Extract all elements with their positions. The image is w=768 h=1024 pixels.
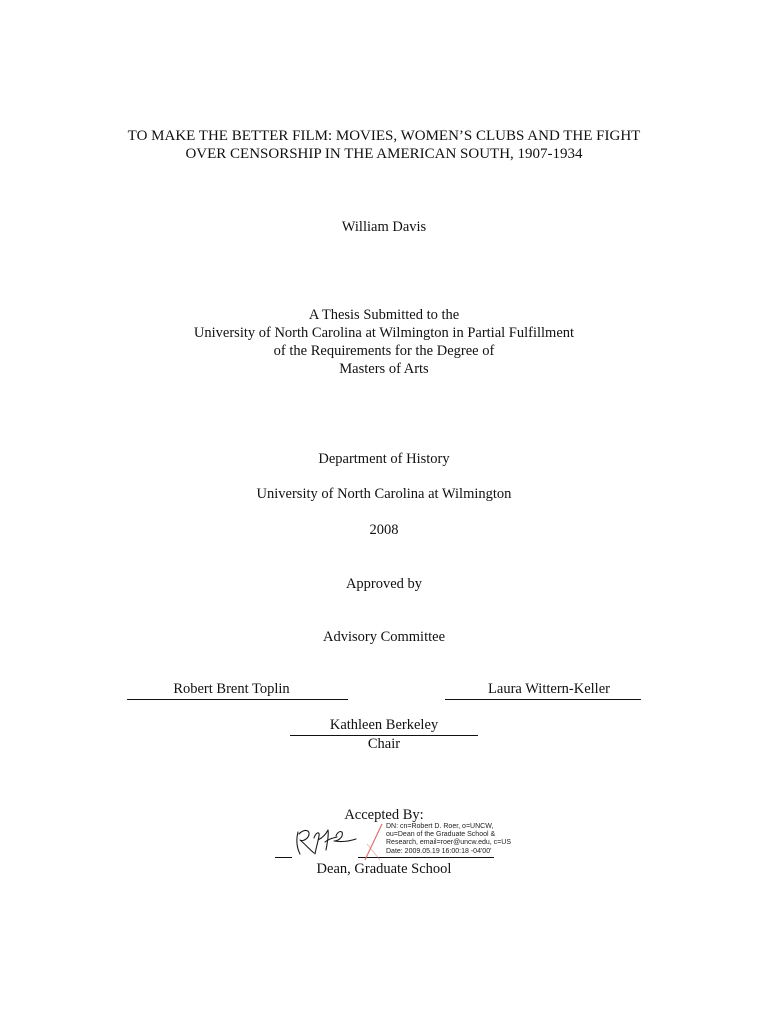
digital-signature-mark-icon [362,822,384,862]
digital-signature-details [386,823,526,856]
digital-signature-line-2: ou=Dean of the Graduate School & [386,831,496,839]
author-name: William Davis [341,219,427,235]
university: University of North Carolina at Wilmington [256,486,512,502]
department: Department of History [318,451,450,467]
year: 2008 [369,522,399,538]
digital-signature-line-1: DN: cn=Robert D. Roer, o=UNCW, [386,823,494,830]
submission-line-2: University of North Carolina at Wilmington in Partial Fulfillment [193,325,575,341]
approved-by: Approved by [345,576,423,592]
committee-member-left: Robert Brent Toplin [127,680,348,700]
advisory-committee-heading: Advisory Committee [322,629,446,645]
dean-signature-line-left [275,856,292,858]
title-line-1: TO MAKE THE BETTER FILM: MOVIES, WOMEN’S CLUBS AND THE FIGHT [127,128,641,144]
submission-line-1: A Thesis Submitted to the [308,307,460,323]
digital-signature-line-4: Date: 2009.05.19 16:00:18 -04'00' [386,847,492,855]
committee-member-right: Laura Wittern-Keller [445,680,641,700]
handwritten-signature [292,824,358,858]
digital-signature-line-3: Research, email=roer@uncw.edu, c=US [386,839,511,847]
submission-line-3: of the Requirements for the Degree of [273,343,495,359]
committee-chair-name: Kathleen Berkeley [290,716,478,736]
committee-chair-role: Chair [367,736,401,752]
accepted-by-heading: Accepted By: [344,807,424,823]
dean-role: Dean, Graduate School [316,861,452,877]
title-line-2: OVER CENSORSHIP IN THE AMERICAN SOUTH, 1907-1934 [185,146,583,162]
submission-line-4: Masters of Arts [339,361,429,377]
